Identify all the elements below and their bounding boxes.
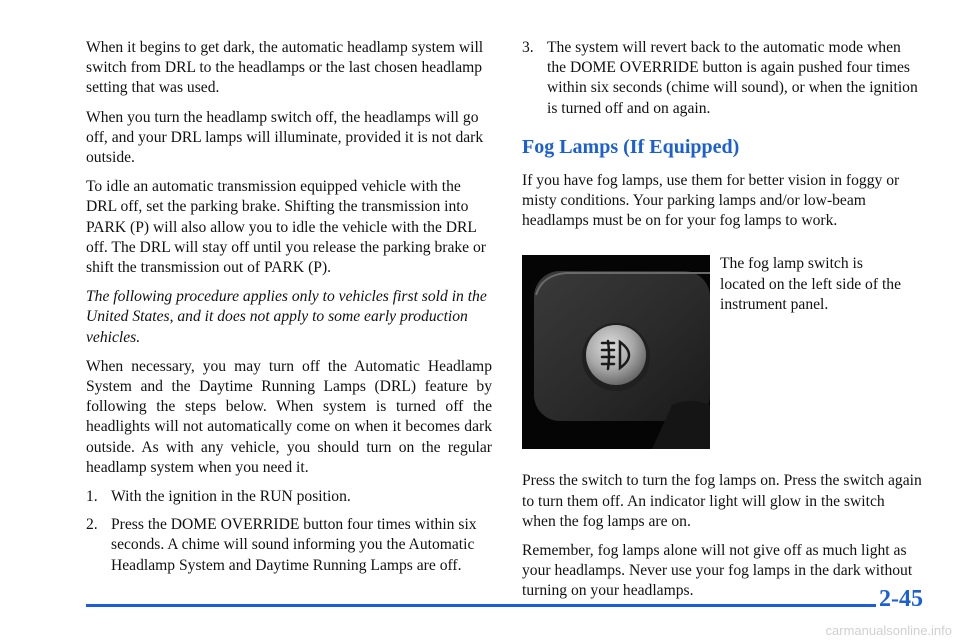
list-item <box>86 487 492 507</box>
paragraph: Remember, fog lamps alone will not give off as much light as your headlamps. Never use your fog lamps in the dark without turning on your headlamps. <box>522 542 913 600</box>
step-text: The system will revert back to the automatic mode when the DOME OVERRIDE button is again pushed four times within six seconds (chime will sound), or when the ignition is turned off and on again. <box>547 39 918 117</box>
steps-list-continued <box>522 38 922 119</box>
step-text: With the ignition in the RUN position. <box>111 488 351 506</box>
paragraph: Press the switch to turn the fog lamps on. Press the switch again to turn them off. An indicator light will glow in the switch when the fog lamps are on. <box>522 472 922 530</box>
fog-lamp-switch-icon <box>522 255 710 449</box>
page-number: 2-45 <box>879 586 923 612</box>
right-column <box>522 38 922 611</box>
step-number: 1. <box>86 488 98 506</box>
step-number: 2. <box>86 516 98 534</box>
step-text: Press the DOME OVERRIDE button four times within six seconds. A chime will sound informing you the Automatic Headlamp System and Daytime Running Lamps are off. <box>111 516 477 574</box>
list-item <box>522 38 922 119</box>
paragraph: When necessary, you may turn off the Automatic Headlamp System and the Daytime Running Lamps (DRL) feature by following the steps below. When system is turned off the headlights will not automatically come on when it becomes dark outside. As with any vehicle, you should turn on the regular headlamp system when you need it. <box>86 357 492 476</box>
list-item <box>86 515 492 576</box>
steps-list <box>86 487 492 576</box>
paragraph: When you turn the headlamp switch off, the headlamps will go off, and your DRL lamps will illuminate, provided it is not dark outside. <box>86 108 484 167</box>
paragraph: To idle an automatic transmission equipped vehicle with the DRL off, set the parking brake. Shifting the transmission into PARK (P) will also allow you to idle the vehicle with the DRL off. The DRL will stay off until you release the parking brake or shift the transmission out of PARK (P). <box>86 178 486 277</box>
figure-row <box>522 255 922 449</box>
watermark: carmanualsonline.info <box>825 623 952 638</box>
paragraph: When it begins to get dark, the automatic headlamp system will switch from DRL to the headlamps or the last chosen headlamp setting that was used. <box>86 39 484 97</box>
step-number: 3. <box>522 39 534 56</box>
left-column <box>86 38 492 584</box>
section-heading: Fog Lamps (If Equipped) <box>522 135 740 158</box>
figure-caption: The fog lamp switch is located on the left side of the instrument panel. <box>720 255 901 313</box>
italic-note: The following procedure applies only to vehicles first sold in the United States, and it does not apply to some early production vehicles. <box>86 288 487 346</box>
footer-rule <box>86 604 876 607</box>
paragraph: If you have fog lamps, use them for better vision in foggy or misty conditions. Your parking lamps and/or low-beam headlamps must be on for your fog lamps to work. <box>522 171 900 230</box>
